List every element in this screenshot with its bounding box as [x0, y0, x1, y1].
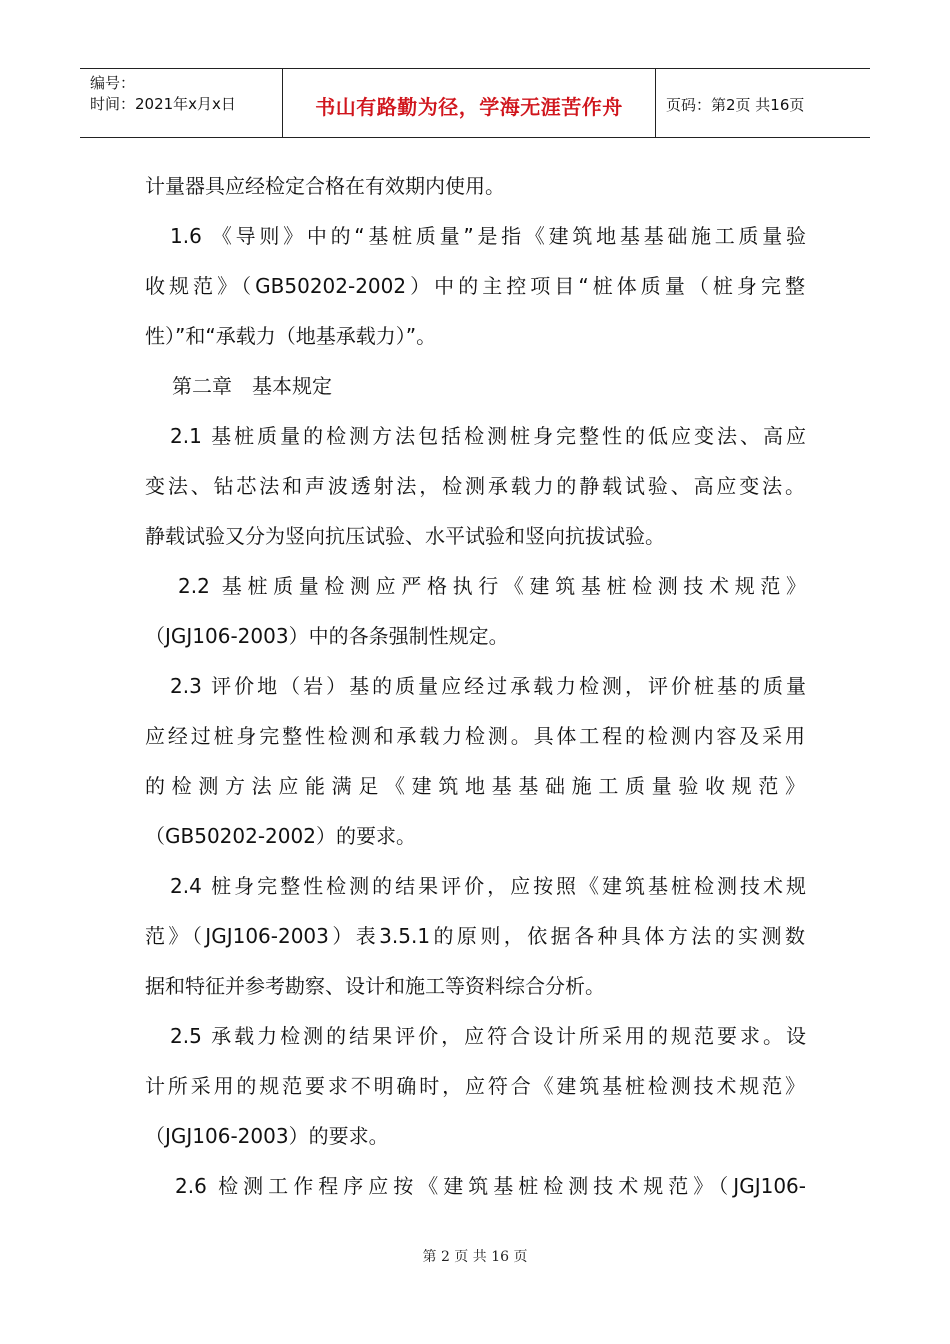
body-line: （JGJ106-2003）的要求。	[145, 1124, 389, 1148]
body-line: 1.6 《导则》中的“基桩质量”是指《建筑地基基础施工质量验	[170, 224, 806, 248]
body-line: 2.3 评价地（岩）基的质量应经过承载力检测，评价桩基的质量	[170, 674, 806, 698]
header-page-cell	[656, 69, 870, 137]
page-footer: 第 2 页 共 16 页	[422, 1249, 528, 1265]
body-line: 2.1 基桩质量的检测方法包括检测桩身完整性的低应变法、高应	[170, 424, 806, 448]
body-line: 2.6 检测工作程序应按《建筑基桩检测技术规范》（JGJ106-	[175, 1174, 806, 1198]
body-line: 2.5 承载力检测的结果评价，应符合设计所采用的规范要求。设	[170, 1024, 806, 1048]
body-line: 范》（JGJ106-2003）表3.5.1的原则，依据各种具体方法的实测数	[145, 924, 805, 948]
body-line: 收规范》（GB50202-2002）中的主控项目“桩体质量（桩身完整	[145, 274, 805, 298]
body-line: 应经过桩身完整性检测和承载力检测。具体工程的检测内容及采用	[145, 724, 805, 748]
body-line: 据和特征并参考勘察、设计和施工等资料综合分析。	[145, 974, 605, 998]
chapter-heading: 第二章 基本规定	[172, 374, 332, 398]
body-line: （JGJ106-2003）中的各条强制性规定。	[145, 624, 509, 648]
body-line: （GB50202-2002）的要求。	[145, 824, 416, 848]
body-line: 的检测方法应能满足《建筑地基基础施工质量验收规范》	[145, 774, 805, 798]
body-line: 性）”和“承载力（地基承载力）”。	[145, 324, 437, 348]
body-line: 变法、钻芯法和声波透射法，检测承载力的静载试验、高应变法。	[145, 474, 805, 498]
body-line: 计所采用的规范要求不明确时，应符合《建筑基桩检测技术规范》	[145, 1074, 805, 1098]
header-motto-cell	[283, 69, 656, 137]
header-motto: 书山有路勤为径，学海无涯苦作舟	[315, 95, 623, 119]
body-line: 计量器具应经检定合格在有效期内使用。	[145, 174, 505, 198]
body-line: 2.2 基桩质量检测应严格执行《建筑基桩检测技术规范》	[178, 574, 806, 598]
header-table	[80, 68, 870, 138]
document-number-label: 编号：	[90, 74, 136, 92]
body-line: 2.4 桩身完整性检测的结果评价，应按照《建筑基桩检测技术规	[170, 874, 806, 898]
body-line: 静载试验又分为竖向抗压试验、水平试验和竖向抗拔试验。	[145, 524, 665, 548]
document-time-label: 时间：2021年x月x日	[90, 95, 236, 113]
header-meta-cell	[80, 69, 283, 137]
header-page-number: 页码：第2页 共16页	[666, 96, 805, 114]
